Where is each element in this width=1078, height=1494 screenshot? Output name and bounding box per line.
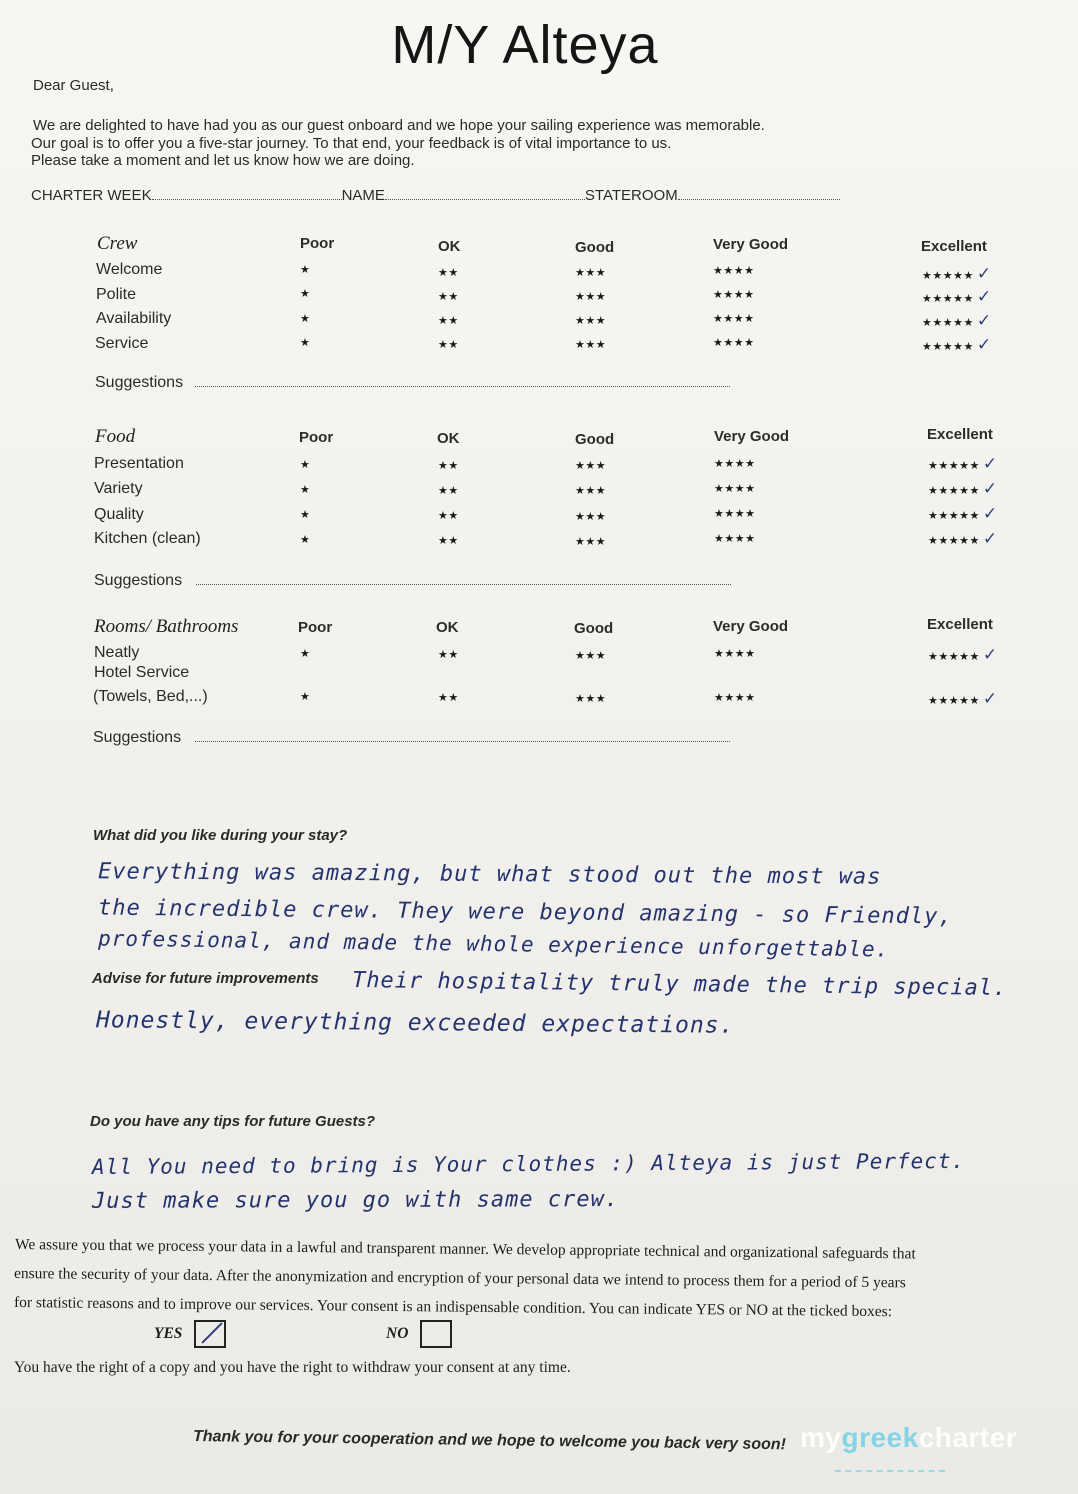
col-poor: Poor (299, 429, 334, 446)
star-4[interactable]: ★★★★ (713, 313, 755, 325)
col-ok: OK (437, 430, 460, 447)
crew-row-service: Service (95, 335, 149, 352)
check-mark-icon: ✓ (982, 529, 998, 548)
rooms-row-hotel-service: Hotel Service (94, 664, 190, 681)
check-mark-icon: ✓ (976, 264, 992, 283)
intro-line-3: Please take a moment and let us know how we are doing. (31, 152, 415, 169)
star-1[interactable]: ★ (300, 509, 311, 521)
star-2[interactable]: ★★ (438, 510, 459, 522)
star-5[interactable]: ★★★★★ ✓ (922, 311, 992, 330)
question-like: What did you like during your stay? (93, 827, 348, 844)
charter-week-label: CHARTER WEEK (31, 187, 152, 204)
guest-details-line (31, 187, 840, 204)
answer-tips-line-1[interactable]: All You need to bring is Your clothes :) Alteya is just Perfect. (91, 1148, 966, 1180)
rights-text: You have the right of a copy and you have the right to withdraw your consent at any time. (14, 1359, 571, 1376)
answer-like-line-2[interactable]: the incredible crew. They were beyond amazing - so Friendly, (97, 895, 953, 930)
answer-like-line-1[interactable]: Everything was amazing, but what stood out the most was (97, 859, 882, 890)
col-ok: OK (438, 238, 461, 255)
star-4[interactable]: ★★★★ (714, 458, 756, 470)
food-row-presentation: Presentation (94, 455, 184, 472)
star-5[interactable]: ★★★★★ ✓ (922, 264, 992, 283)
answer-like-line-3[interactable]: professional, and made the whole experience unforgettable. (97, 926, 890, 962)
food-suggestions (94, 572, 731, 590)
intro-line-1: We are delighted to have had you as our guest onboard and we hope your sailing experience was memorable. (33, 117, 765, 134)
yes-label: YES (154, 1325, 183, 1342)
star-3[interactable]: ★★★ (575, 267, 607, 279)
legal-line-3: for statistic reasons and to improve our services. Your consent is an indispensable condition. You can indicate YES or NO at the ticked boxes: (13, 1294, 893, 1321)
check-mark-icon: ✓ (982, 454, 998, 473)
answer-advise-line-2[interactable]: Honestly, everything exceeded expectations. (95, 1007, 735, 1039)
crew-row-welcome: Welcome (96, 261, 163, 278)
watermark-logo: mygreekcharter (800, 1422, 1018, 1453)
name-field[interactable] (385, 187, 585, 200)
food-row-variety: Variety (94, 480, 143, 497)
crew-suggestions (95, 374, 730, 392)
star-4[interactable]: ★★★★ (714, 648, 756, 660)
star-3[interactable]: ★★★ (575, 339, 607, 351)
legal-line-1: We assure you that we process your data in a lawful and transparent manner. We develop appropriate technical and organizational safeguards that (14, 1236, 916, 1263)
col-very-good: Very Good (713, 618, 789, 635)
watermark-waves-icon (835, 1462, 945, 1472)
no-label: NO (386, 1325, 409, 1342)
star-4[interactable]: ★★★★ (713, 265, 755, 277)
star-2[interactable]: ★★ (438, 267, 459, 279)
col-poor: Poor (298, 619, 333, 636)
star-2[interactable]: ★★ (438, 649, 459, 661)
rooms-title: Rooms/ Bathrooms (94, 616, 239, 637)
star-5[interactable]: ★★★★★ ✓ (922, 287, 992, 306)
intro-line-2: Our goal is to offer you a five-star journey. To that end, your feedback is of vital importance to us. (31, 135, 672, 152)
food-row-quality: Quality (94, 506, 144, 523)
suggestions-label: Suggestions (94, 572, 183, 589)
crew-title: Crew (97, 233, 138, 254)
yacht-title: M/Y Alteya (391, 15, 659, 75)
rooms-row-towels-bed: (Towels, Bed,...) (93, 688, 208, 705)
suggestions-label: Suggestions (93, 729, 182, 746)
star-1[interactable]: ★ (300, 313, 311, 325)
suggestions-label: Suggestions (95, 374, 184, 391)
star-1[interactable]: ★ (300, 288, 311, 300)
star-2[interactable]: ★★ (438, 460, 459, 472)
star-2[interactable]: ★★ (438, 339, 459, 351)
answer-advise-line-1[interactable]: Their hospitality truly made the trip special. (351, 967, 1008, 1002)
star-5[interactable]: ★★★★★ ✓ (928, 479, 998, 498)
stateroom-label: STATEROOM (584, 187, 678, 204)
star-2[interactable]: ★★ (438, 315, 459, 327)
check-mark-icon: ✓ (976, 311, 992, 330)
greeting: Dear Guest, (33, 77, 114, 94)
check-mark-icon: ✓ (982, 479, 998, 498)
star-5[interactable]: ★★★★★ ✓ (928, 529, 998, 548)
stateroom-field[interactable] (678, 187, 840, 200)
star-4[interactable]: ★★★★ (713, 337, 755, 349)
star-3[interactable]: ★★★ (575, 485, 607, 497)
no-checkbox[interactable] (420, 1320, 452, 1348)
col-excellent: Excellent (927, 616, 993, 633)
answer-tips-line-2[interactable]: Just make sure you go with same crew. (91, 1187, 620, 1214)
crew-row-availability: Availability (96, 310, 172, 327)
star-3[interactable]: ★★★ (575, 315, 607, 327)
star-1[interactable]: ★ (300, 337, 311, 349)
question-advise: Advise for future improvements (92, 970, 319, 987)
check-mark-icon: ✓ (982, 645, 998, 664)
col-poor: Poor (300, 235, 335, 252)
legal-line-2: ensure the security of your data. After the anonymization and encryption of your personal data we intend to process them for a period of 5 years (13, 1265, 906, 1292)
star-4[interactable]: ★★★★ (714, 533, 756, 545)
food-title: Food (95, 426, 136, 447)
star-5[interactable]: ★★★★★ ✓ (922, 335, 992, 354)
star-5[interactable]: ★★★★★ ✓ (928, 454, 998, 473)
star-2[interactable]: ★★ (438, 291, 459, 303)
name-label: NAME (341, 187, 385, 204)
thank-you-text: Thank you for your cooperation and we hope to welcome you back very soon! (192, 1428, 787, 1454)
star-4[interactable]: ★★★★ (714, 508, 756, 520)
col-very-good: Very Good (714, 428, 790, 445)
star-3[interactable]: ★★★ (575, 536, 607, 548)
star-2[interactable]: ★★ (438, 485, 459, 497)
col-good: Good (574, 620, 614, 637)
star-4[interactable]: ★★★★ (714, 692, 756, 704)
star-5[interactable]: ★★★★★ ✓ (928, 645, 998, 664)
star-1[interactable]: ★ (300, 691, 311, 703)
star-4[interactable]: ★★★★ (713, 289, 755, 301)
tick-icon (202, 1322, 223, 1343)
check-mark-icon: ✓ (976, 335, 992, 354)
star-5[interactable]: ★★★★★ ✓ (928, 689, 998, 708)
col-good: Good (575, 239, 615, 256)
rooms-suggestions (93, 729, 730, 747)
star-3[interactable]: ★★★ (575, 511, 607, 523)
question-tips: Do you have any tips for future Guests? (90, 1113, 376, 1130)
col-excellent: Excellent (921, 238, 987, 255)
suggestions-field[interactable] (196, 572, 731, 585)
crew-row-polite: Polite (96, 286, 137, 303)
star-1[interactable]: ★ (300, 459, 311, 471)
star-3[interactable]: ★★★ (575, 291, 607, 303)
star-2[interactable]: ★★ (438, 692, 459, 704)
star-4[interactable]: ★★★★ (714, 483, 756, 495)
col-good: Good (575, 431, 615, 448)
suggestions-field[interactable] (195, 729, 730, 742)
rooms-row-neatly: Neatly (94, 644, 140, 661)
star-1[interactable]: ★ (300, 264, 311, 276)
star-1[interactable]: ★ (300, 648, 311, 660)
star-3[interactable]: ★★★ (575, 460, 607, 472)
yes-checkbox[interactable] (194, 1320, 226, 1348)
star-3[interactable]: ★★★ (575, 650, 607, 662)
consent-no[interactable] (386, 1320, 452, 1348)
check-mark-icon: ✓ (982, 504, 998, 523)
check-mark-icon: ✓ (976, 287, 992, 306)
consent-yes[interactable] (154, 1320, 226, 1348)
col-very-good: Very Good (713, 236, 789, 253)
star-1[interactable]: ★ (300, 484, 311, 496)
star-2[interactable]: ★★ (438, 535, 459, 547)
check-mark-icon: ✓ (982, 689, 998, 708)
col-ok: OK (436, 619, 459, 636)
food-row-kitchen: Kitchen (clean) (94, 530, 201, 547)
star-5[interactable]: ★★★★★ ✓ (928, 504, 998, 523)
col-excellent: Excellent (927, 426, 993, 443)
charter-week-field[interactable] (152, 187, 342, 200)
star-1[interactable]: ★ (300, 534, 311, 546)
suggestions-field[interactable] (195, 374, 730, 387)
star-3[interactable]: ★★★ (575, 693, 607, 705)
